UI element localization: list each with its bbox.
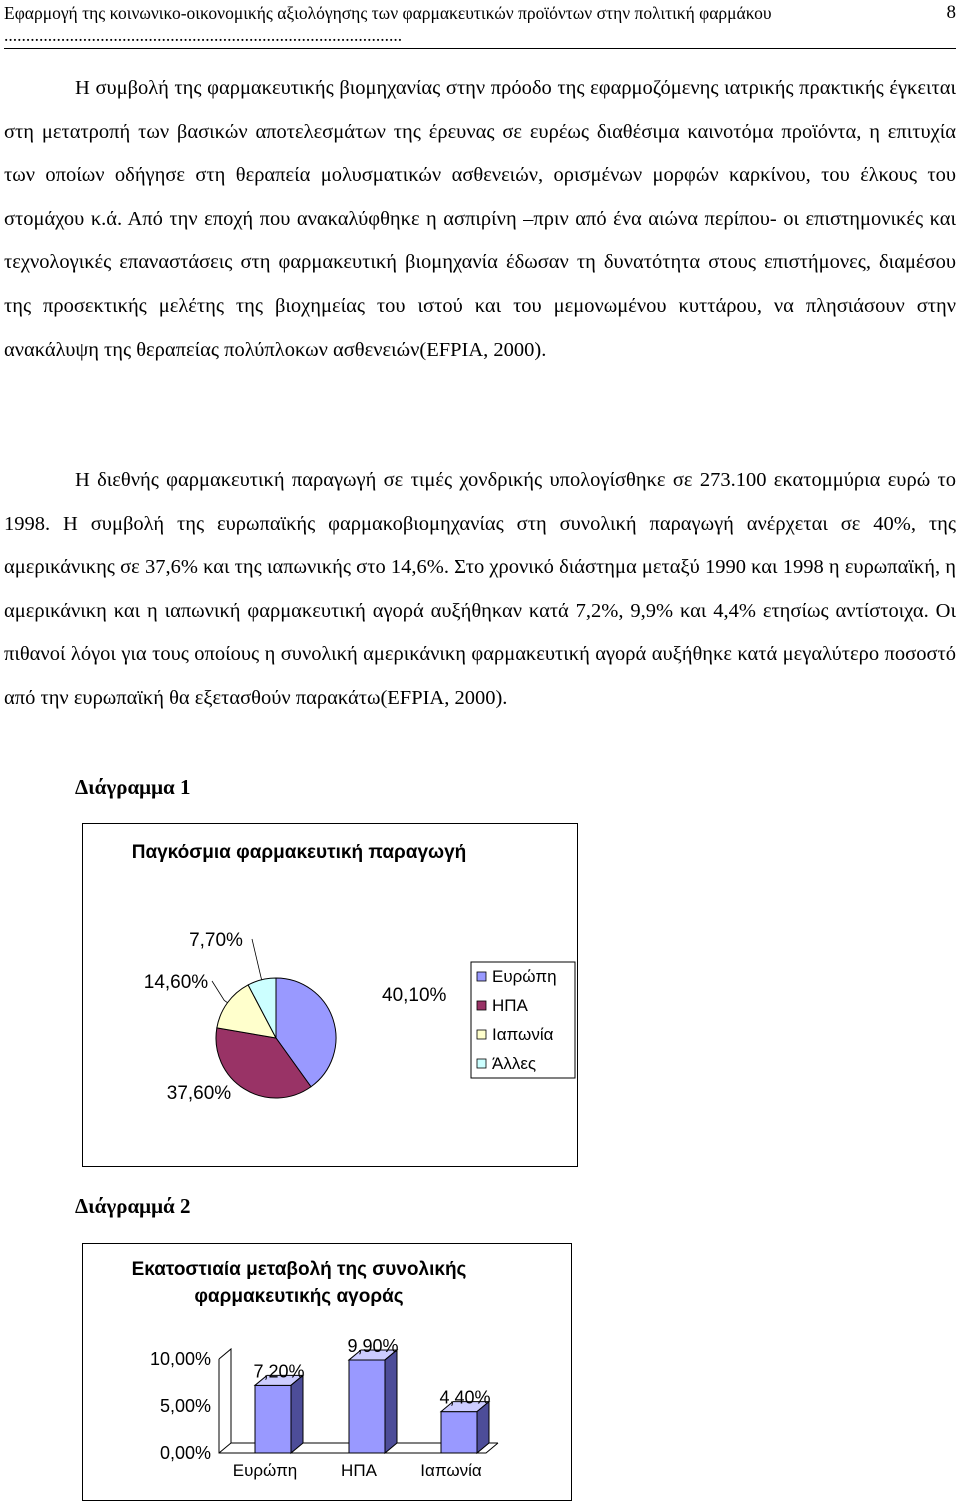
pie-chart — [83, 824, 577, 1166]
pie-legend-label-4: Άλλες — [492, 1054, 537, 1073]
pie-data-label-4: 7,70% — [189, 930, 243, 951]
bar-ytick-label-2: 5,00% — [159, 1396, 211, 1416]
bar-side-2 — [385, 1350, 397, 1453]
bar-ytick-label-3: 10,00% — [149, 1349, 211, 1369]
bar-xtick-label-1: Ευρώπη — [232, 1461, 298, 1480]
pie-legend-swatch-4 — [477, 1059, 486, 1068]
bar-data-label-3: 4,40% — [439, 1387, 491, 1408]
pie-data-label-3: 14,60% — [143, 972, 209, 993]
body-text-1 — [4, 67, 956, 372]
pie-legend-swatch-3 — [477, 1030, 486, 1039]
pie-chart-container — [82, 823, 578, 1167]
bar-1 — [255, 1385, 291, 1453]
bar-3 — [441, 1412, 477, 1453]
pie-chart-title: Παγκόσμια φαρμακευτική παραγωγή — [131, 842, 467, 863]
body-text-2 — [4, 459, 956, 721]
bar-chart-container — [82, 1243, 572, 1501]
paragraph-2: Η διεθνής φαρμακευτική παραγωγή σε τιμές χονδρικής υπολογίσθηκε σε 273.100 εκατομμύρια ευρώ το 1998. Η συμβολή της ευρωπαϊκής φαρμακοβιομηχανίας στη συνολική παραγωγή ανέρχεται σε 40%, της αμερικάνικης σε 37,6% και της ιαπωνικής στο 14,6%. Στο χρονικό διάστημα μεταξύ 1990 και 1998 η ευρωπαϊκή, η αμερικάνικη και η ιαπωνική φαρμακευτική αγορά αυξήθηκαν κατά 7,2%, 9,9% και 4,4% ετησίως αντίστοιχα. Οι πιθανοί λόγοι για τους οποίους η συνολική αμερικάνικη φαρμακευτική αγορά αυξήθηκε κατά μεγαλύτερο ποσοστό από την ευρωπαϊκή θα εξετασθούν παρακάτω(EFPIA, 2000). — [4, 469, 956, 709]
bar-data-label-2: 9,90% — [347, 1335, 399, 1356]
bar-chart-title-line-1: Εκατοστιαία μεταβολή της συνολικής — [131, 1259, 467, 1280]
diagram-2-caption: Διάγραμμά 2 — [75, 1194, 191, 1218]
bar-chart-title-line-2: φαρμακευτικής αγοράς — [194, 1286, 404, 1307]
pie-leader-line-4 — [252, 939, 262, 980]
bar-data-label-1: 7,20% — [253, 1361, 305, 1382]
pie-legend-swatch-1 — [477, 972, 486, 981]
bar-chart — [83, 1244, 571, 1500]
bar-2 — [349, 1360, 385, 1453]
page-number: 8 — [946, 2, 956, 23]
bar-ytick-label-1: 0,00% — [159, 1443, 211, 1463]
pie-data-label-2: 37,60% — [166, 1083, 232, 1104]
bar-xtick-label-2: ΗΠΑ — [341, 1461, 377, 1480]
pie-legend-label-2: ΗΠΑ — [492, 996, 528, 1015]
bar-side-1 — [291, 1375, 303, 1453]
pie-leader-line-3 — [212, 981, 227, 1003]
diagram-1-caption: Διάγραμμα 1 — [75, 775, 191, 799]
header-title: Εφαρμογή της κοινωνικο-οικονομικής αξιολόγησης των φαρμακευτικών προϊόντων στην πολιτική φαρμάκου ........................................................................................... — [4, 3, 772, 45]
bar-xtick-label-3: Ιαπωνία — [420, 1461, 482, 1480]
pie-data-label-1: 40,10% — [382, 985, 447, 1006]
paragraph-1: Η συμβολή της φαρμακευτικής βιομηχανίας στην πρόοδο της εφαρμοζόμενης ιατρικής πρακτικής έγκειται στη μετατροπή των βασικών αποτελεσμάτων της έρευνας σε ευρέως διαθέσιμα καινοτόμα προϊόντα, η επιτυχία των οποίων οδήγησε στη θεραπεία μολυσματικών ασθενειών, ορισμένων μορφών καρκίνου, του έλκους του στομάχου κ.ά. Από την εποχή που ανακαλύφθηκε η ασπιρίνη –πριν από ένα αιώνα περίπου- οι επιστημονικές και τεχνολογικές επαναστάσεις στη φαρμακευτική βιομηχανία έδωσαν τη δυνατότητα στους επιστήμονες, διαμέσου της προσεκτικής μελέτης της βιοχημείας του ιστού και του μεμονωμένου κυττάρου, να πλησιάσουν στην ανακάλυψη της θεραπείας πολύπλοκων ασθενειών(EFPIA, 2000). — [4, 77, 956, 361]
header-rule — [4, 48, 956, 49]
bar-floor-edge — [219, 1443, 231, 1453]
pie-legend-swatch-2 — [477, 1001, 486, 1010]
pie-legend-label-3: Ιαπωνία — [492, 1025, 554, 1044]
pie-legend-label-1: Ευρώπη — [492, 967, 557, 986]
page-header — [4, 2, 956, 46]
